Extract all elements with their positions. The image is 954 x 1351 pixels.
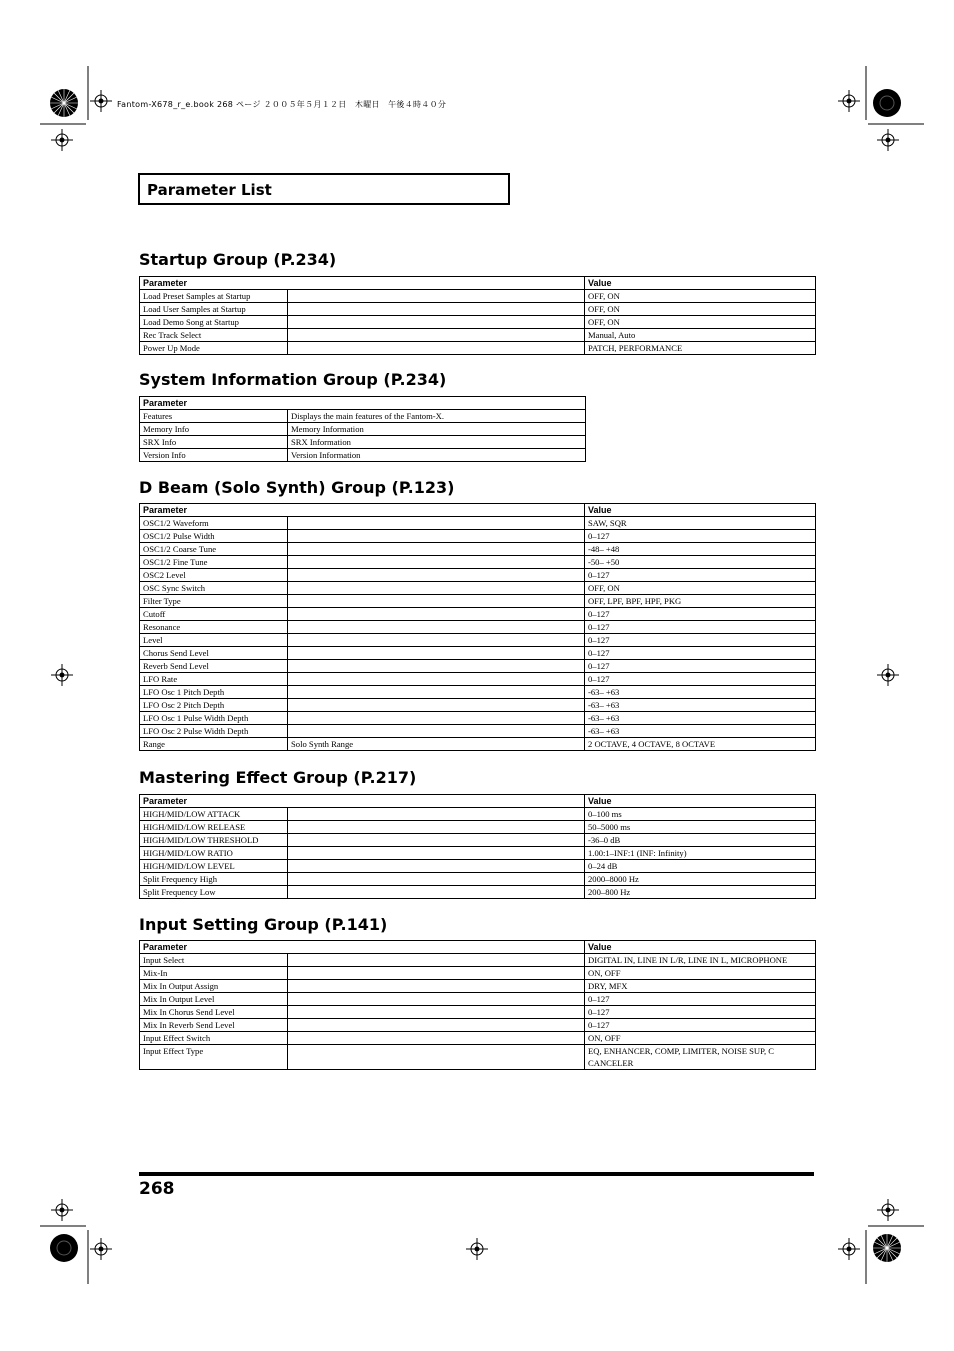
- parameter-cell: Mix In Chorus Send Level: [140, 1006, 288, 1019]
- description-cell: [288, 303, 585, 316]
- parameter-cell: LFO Osc 1 Pitch Depth: [140, 686, 288, 699]
- value-cell: OFF, ON: [585, 316, 816, 329]
- parameter-cell: OSC1/2 Coarse Tune: [140, 543, 288, 556]
- value-cell: DRY, MFX: [585, 980, 816, 993]
- parameter-cell: LFO Rate: [140, 673, 288, 686]
- parameter-header: Parameter: [140, 277, 585, 290]
- registration-target-icon: [877, 1199, 899, 1221]
- table-row: [140, 1019, 816, 1032]
- description-cell: [288, 582, 585, 595]
- mastering-effect-group-table: [139, 794, 816, 899]
- value-cell: Manual, Auto: [585, 329, 816, 342]
- value-cell: -63– +63: [585, 712, 816, 725]
- table-row: [140, 673, 816, 686]
- table-row: [140, 1045, 816, 1070]
- description-cell: [288, 673, 585, 686]
- description-cell: [288, 686, 585, 699]
- description-cell: Displays the main features of the Fantom-X.: [288, 410, 586, 423]
- table-row: [140, 993, 816, 1006]
- registration-target-icon: [877, 129, 899, 151]
- parameter-cell: Mix In Output Assign: [140, 980, 288, 993]
- table-row: [140, 530, 816, 543]
- description-cell: [288, 316, 585, 329]
- table-row: [140, 582, 816, 595]
- table-row: [140, 738, 816, 751]
- description-cell: [288, 647, 585, 660]
- value-cell: 0–127: [585, 621, 816, 634]
- input-setting-group-heading: Input Setting Group (P.141): [139, 915, 388, 934]
- value-cell: OFF, ON: [585, 290, 816, 303]
- table-row: [140, 569, 816, 582]
- parameter-cell: Cutoff: [140, 608, 288, 621]
- print-header-note: Fantom-X678_r_e.book 268 ページ ２００５年５月１２日 木曜日 午後４時４０分: [117, 100, 447, 109]
- table-row: [140, 303, 816, 316]
- description-cell: [288, 834, 585, 847]
- table-row: [140, 621, 816, 634]
- system-information-group-heading: System Information Group (P.234): [139, 370, 447, 389]
- startup-group-table: [139, 276, 816, 355]
- registration-dot-icon: [872, 88, 902, 118]
- parameter-header: Parameter: [140, 941, 585, 954]
- parameter-cell: Input Effect Switch: [140, 1032, 288, 1045]
- description-cell: [288, 634, 585, 647]
- table-header-row: [140, 795, 816, 808]
- table-row: [140, 316, 816, 329]
- value-cell: -48– +48: [585, 543, 816, 556]
- table-row: [140, 449, 586, 462]
- parameter-cell: Split Frequency Low: [140, 886, 288, 899]
- description-cell: [288, 556, 585, 569]
- mastering-effect-group-heading: Mastering Effect Group (P.217): [139, 768, 417, 787]
- value-cell: 0–127: [585, 634, 816, 647]
- description-cell: [288, 569, 585, 582]
- value-cell: 0–127: [585, 608, 816, 621]
- system-information-group-table: [139, 396, 586, 462]
- description-cell: [288, 342, 585, 355]
- parameter-cell: OSC Sync Switch: [140, 582, 288, 595]
- parameter-header: Parameter: [140, 397, 586, 410]
- parameter-cell: HIGH/MID/LOW RATIO: [140, 847, 288, 860]
- value-header: Value: [585, 795, 816, 808]
- value-cell: 200–800 Hz: [585, 886, 816, 899]
- parameter-cell: OSC1/2 Pulse Width: [140, 530, 288, 543]
- value-cell: 50–5000 ms: [585, 821, 816, 834]
- value-cell: EQ, ENHANCER, COMP, LIMITER, NOISE SUP, C CANCELER: [585, 1045, 816, 1070]
- description-cell: [288, 290, 585, 303]
- table-row: [140, 517, 816, 530]
- description-cell: SRX Information: [288, 436, 586, 449]
- registration-target-icon: [90, 90, 112, 112]
- registration-target-icon: [51, 1199, 73, 1221]
- registration-target-icon: [838, 1238, 860, 1260]
- table-row: [140, 954, 816, 967]
- registration-target-icon: [90, 1238, 112, 1260]
- parameter-cell: Input Select: [140, 954, 288, 967]
- starburst-mark-icon: [49, 88, 79, 118]
- table-row: [140, 543, 816, 556]
- table-row: [140, 967, 816, 980]
- table-row: [140, 410, 586, 423]
- value-cell: 0–127: [585, 1019, 816, 1032]
- value-header: Value: [585, 277, 816, 290]
- value-cell: OFF, ON: [585, 303, 816, 316]
- table-row: [140, 436, 586, 449]
- parameter-cell: Memory Info: [140, 423, 288, 436]
- value-cell: 0–127: [585, 660, 816, 673]
- description-cell: [288, 608, 585, 621]
- table-header-row: [140, 277, 816, 290]
- table-row: [140, 808, 816, 821]
- description-cell: Solo Synth Range: [288, 738, 585, 751]
- parameter-cell: HIGH/MID/LOW RELEASE: [140, 821, 288, 834]
- parameter-cell: Resonance: [140, 621, 288, 634]
- description-cell: Version Information: [288, 449, 586, 462]
- description-cell: [288, 329, 585, 342]
- value-cell: 0–127: [585, 647, 816, 660]
- table-row: [140, 556, 816, 569]
- table-row: [140, 712, 816, 725]
- description-cell: [288, 847, 585, 860]
- table-row: [140, 699, 816, 712]
- description-cell: [288, 980, 585, 993]
- page-number: 268: [139, 1179, 175, 1199]
- parameter-cell: SRX Info: [140, 436, 288, 449]
- description-cell: [288, 821, 585, 834]
- table-row: [140, 886, 816, 899]
- description-cell: [288, 1045, 585, 1070]
- value-cell: 1.00:1–INF:1 (INF: Infinity): [585, 847, 816, 860]
- table-row: [140, 834, 816, 847]
- value-cell: OFF, LPF, BPF, HPF, PKG: [585, 595, 816, 608]
- value-cell: -36–0 dB: [585, 834, 816, 847]
- parameter-cell: HIGH/MID/LOW THRESHOLD: [140, 834, 288, 847]
- parameter-cell: Features: [140, 410, 288, 423]
- table-header-row: [140, 941, 816, 954]
- parameter-cell: LFO Osc 2 Pitch Depth: [140, 699, 288, 712]
- parameter-header: Parameter: [140, 795, 585, 808]
- value-cell: DIGITAL IN, LINE IN L/R, LINE IN L, MICROPHONE: [585, 954, 816, 967]
- value-cell: 2000–8000 Hz: [585, 873, 816, 886]
- parameter-cell: Input Effect Type: [140, 1045, 288, 1070]
- table-row: [140, 821, 816, 834]
- table-row: [140, 342, 816, 355]
- description-cell: [288, 530, 585, 543]
- value-cell: OFF, ON: [585, 582, 816, 595]
- parameter-cell: Reverb Send Level: [140, 660, 288, 673]
- value-cell: -63– +63: [585, 725, 816, 738]
- description-cell: [288, 621, 585, 634]
- parameter-header: Parameter: [140, 504, 585, 517]
- registration-target-icon: [877, 664, 899, 686]
- value-header: Value: [585, 941, 816, 954]
- section-title: Parameter List: [147, 181, 272, 199]
- footer-rule: [139, 1172, 814, 1176]
- parameter-cell: Chorus Send Level: [140, 647, 288, 660]
- value-cell: 0–100 ms: [585, 808, 816, 821]
- starburst-mark-icon: [872, 1233, 902, 1263]
- table-row: [140, 873, 816, 886]
- parameter-cell: Level: [140, 634, 288, 647]
- value-cell: -63– +63: [585, 686, 816, 699]
- table-row: [140, 423, 586, 436]
- table-row: [140, 725, 816, 738]
- description-cell: Memory Information: [288, 423, 586, 436]
- parameter-cell: Version Info: [140, 449, 288, 462]
- description-cell: [288, 660, 585, 673]
- value-cell: 0–127: [585, 569, 816, 582]
- description-cell: [288, 543, 585, 556]
- section-title-box: [138, 173, 510, 205]
- description-cell: [288, 808, 585, 821]
- value-cell: 0–127: [585, 530, 816, 543]
- value-cell: 0–24 dB: [585, 860, 816, 873]
- description-cell: [288, 860, 585, 873]
- description-cell: [288, 1006, 585, 1019]
- parameter-cell: OSC1/2 Waveform: [140, 517, 288, 530]
- table-row: [140, 647, 816, 660]
- description-cell: [288, 1019, 585, 1032]
- registration-target-icon: [51, 129, 73, 151]
- parameter-cell: Load Demo Song at Startup: [140, 316, 288, 329]
- parameter-cell: Load Preset Samples at Startup: [140, 290, 288, 303]
- value-cell: ON, OFF: [585, 967, 816, 980]
- description-cell: [288, 517, 585, 530]
- parameter-cell: Mix-In: [140, 967, 288, 980]
- parameter-cell: Load User Samples at Startup: [140, 303, 288, 316]
- description-cell: [288, 886, 585, 899]
- table-row: [140, 1006, 816, 1019]
- table-header-row: [140, 504, 816, 517]
- parameter-cell: Filter Type: [140, 595, 288, 608]
- parameter-cell: OSC1/2 Fine Tune: [140, 556, 288, 569]
- table-row: [140, 595, 816, 608]
- parameter-cell: LFO Osc 1 Pulse Width Depth: [140, 712, 288, 725]
- parameter-cell: Rec Track Select: [140, 329, 288, 342]
- d-beam-group-table: [139, 503, 816, 751]
- value-cell: 0–127: [585, 1006, 816, 1019]
- registration-target-icon: [838, 90, 860, 112]
- value-cell: 0–127: [585, 673, 816, 686]
- parameter-cell: Mix In Output Level: [140, 993, 288, 1006]
- table-row: [140, 329, 816, 342]
- value-header: Value: [585, 504, 816, 517]
- table-header-row: [140, 397, 586, 410]
- description-cell: [288, 712, 585, 725]
- parameter-cell: LFO Osc 2 Pulse Width Depth: [140, 725, 288, 738]
- table-row: [140, 1032, 816, 1045]
- description-cell: [288, 967, 585, 980]
- description-cell: [288, 725, 585, 738]
- parameter-cell: Split Frequency High: [140, 873, 288, 886]
- parameter-cell: Mix In Reverb Send Level: [140, 1019, 288, 1032]
- description-cell: [288, 954, 585, 967]
- description-cell: [288, 1032, 585, 1045]
- registration-dot-icon: [49, 1233, 79, 1263]
- parameter-cell: Range: [140, 738, 288, 751]
- value-cell: SAW, SQR: [585, 517, 816, 530]
- table-row: [140, 980, 816, 993]
- value-cell: ON, OFF: [585, 1032, 816, 1045]
- table-row: [140, 608, 816, 621]
- parameter-cell: OSC2 Level: [140, 569, 288, 582]
- parameter-cell: Power Up Mode: [140, 342, 288, 355]
- value-cell: -63– +63: [585, 699, 816, 712]
- table-row: [140, 290, 816, 303]
- description-cell: [288, 873, 585, 886]
- value-cell: 0–127: [585, 993, 816, 1006]
- table-row: [140, 634, 816, 647]
- description-cell: [288, 993, 585, 1006]
- table-row: [140, 686, 816, 699]
- startup-group-heading: Startup Group (P.234): [139, 250, 337, 269]
- description-cell: [288, 595, 585, 608]
- description-cell: [288, 699, 585, 712]
- registration-target-icon: [51, 664, 73, 686]
- parameter-cell: HIGH/MID/LOW ATTACK: [140, 808, 288, 821]
- d-beam-group-heading: D Beam (Solo Synth) Group (P.123): [139, 478, 455, 497]
- value-cell: 2 OCTAVE, 4 OCTAVE, 8 OCTAVE: [585, 738, 816, 751]
- table-row: [140, 660, 816, 673]
- table-row: [140, 847, 816, 860]
- parameter-cell: HIGH/MID/LOW LEVEL: [140, 860, 288, 873]
- table-row: [140, 860, 816, 873]
- value-cell: -50– +50: [585, 556, 816, 569]
- registration-target-icon: [466, 1238, 488, 1260]
- input-setting-group-table: [139, 940, 816, 1070]
- value-cell: PATCH, PERFORMANCE: [585, 342, 816, 355]
